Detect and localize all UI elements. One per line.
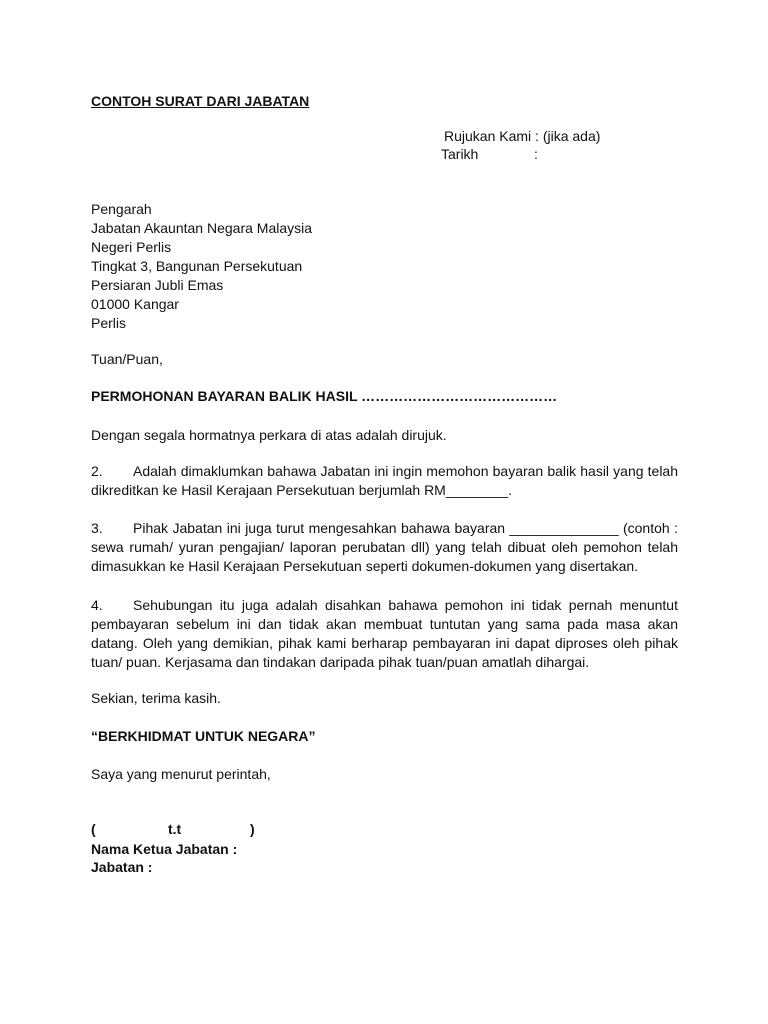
paragraph-line: dikreditkan ke Hasil Kerajaan Persekutuan berjumlah RM________. xyxy=(91,482,513,498)
intro-paragraph: Dengan segala hormatnya perkara di atas adalah dirujuk. xyxy=(91,427,447,443)
salutation: Tuan/Puan, xyxy=(91,351,163,367)
subject-heading: PERMOHONAN BAYARAN BALIK HASIL …………………………………… xyxy=(91,388,558,404)
reference-line: Rujukan Kami : (jika ada) xyxy=(444,128,601,144)
signature-close-paren: ) xyxy=(250,821,255,837)
recipient-line: Jabatan Akauntan Negara Malaysia xyxy=(91,220,313,236)
date-colon: : xyxy=(534,146,538,162)
paragraph-text: Adalah dimaklumkan bahawa Jabatan ini ingin memohon bayaran balik hasil yang telah xyxy=(133,463,678,479)
paragraph-text: Sehubungan itu juga adalah disahkan bahawa pemohon ini tidak pernah menuntut xyxy=(133,597,678,613)
recipient-line: Persiaran Jubli Emas xyxy=(91,277,224,293)
paragraph-line: pembayaran sebelum ini dan tidak akan membuat tuntutan yang sama pada masa akan xyxy=(91,616,678,632)
paragraph-line: datang. Oleh yang demikian, pihak kami berharap pembayaran ini dapat diproses oleh pihak xyxy=(91,635,678,651)
department-head-name-label: Nama Ketua Jabatan : xyxy=(91,841,238,857)
signature-tt: t.t xyxy=(168,821,182,837)
paragraph-line: dimasukkan ke Hasil Kerajaan Persekutuan seperti dokumen-dokumen yang disertakan. xyxy=(91,558,639,574)
recipient-line: Pengarah xyxy=(91,201,152,217)
paragraph-text: Pihak Jabatan ini juga turut mengesahkan bahawa bayaran ______________ (contoh : xyxy=(133,520,678,536)
closing-line: Sekian, terima kasih. xyxy=(91,690,221,706)
obedience-line: Saya yang menurut perintah, xyxy=(91,766,271,782)
recipient-address xyxy=(91,200,312,333)
recipient-line: Perlis xyxy=(91,315,127,331)
signature-open-paren: ( xyxy=(91,821,96,837)
paragraph-line xyxy=(91,462,678,481)
letter-title: CONTOH SURAT DARI JABATAN xyxy=(91,93,310,109)
paragraph-3 xyxy=(91,519,678,576)
paragraph-number: 3. xyxy=(91,520,103,536)
paragraph-line: sewa rumah/ yuran pengajian/ laporan perubatan dll) yang telah dibuat oleh pemohon telah xyxy=(91,539,678,555)
paragraph-number: 2. xyxy=(91,463,103,479)
recipient-line: 01000 Kangar xyxy=(91,296,179,312)
paragraph-line xyxy=(91,519,678,538)
date-label: Tarikh xyxy=(441,146,479,162)
paragraph-line: tuan/ puan. Kerjasama dan tindakan daripada pihak tuan/puan amatlah dihargai. xyxy=(91,654,590,670)
motto: “BERKHIDMAT UNTUK NEGARA” xyxy=(91,728,316,744)
paragraph-4 xyxy=(91,596,678,672)
date-line xyxy=(441,145,538,164)
recipient-line: Tingkat 3, Bangunan Persekutuan xyxy=(91,258,303,274)
department-label: Jabatan : xyxy=(91,859,153,875)
paragraph-2 xyxy=(91,462,678,500)
paragraph-line xyxy=(91,596,678,615)
paragraph-number: 4. xyxy=(91,597,103,613)
recipient-line: Negeri Perlis xyxy=(91,239,172,255)
